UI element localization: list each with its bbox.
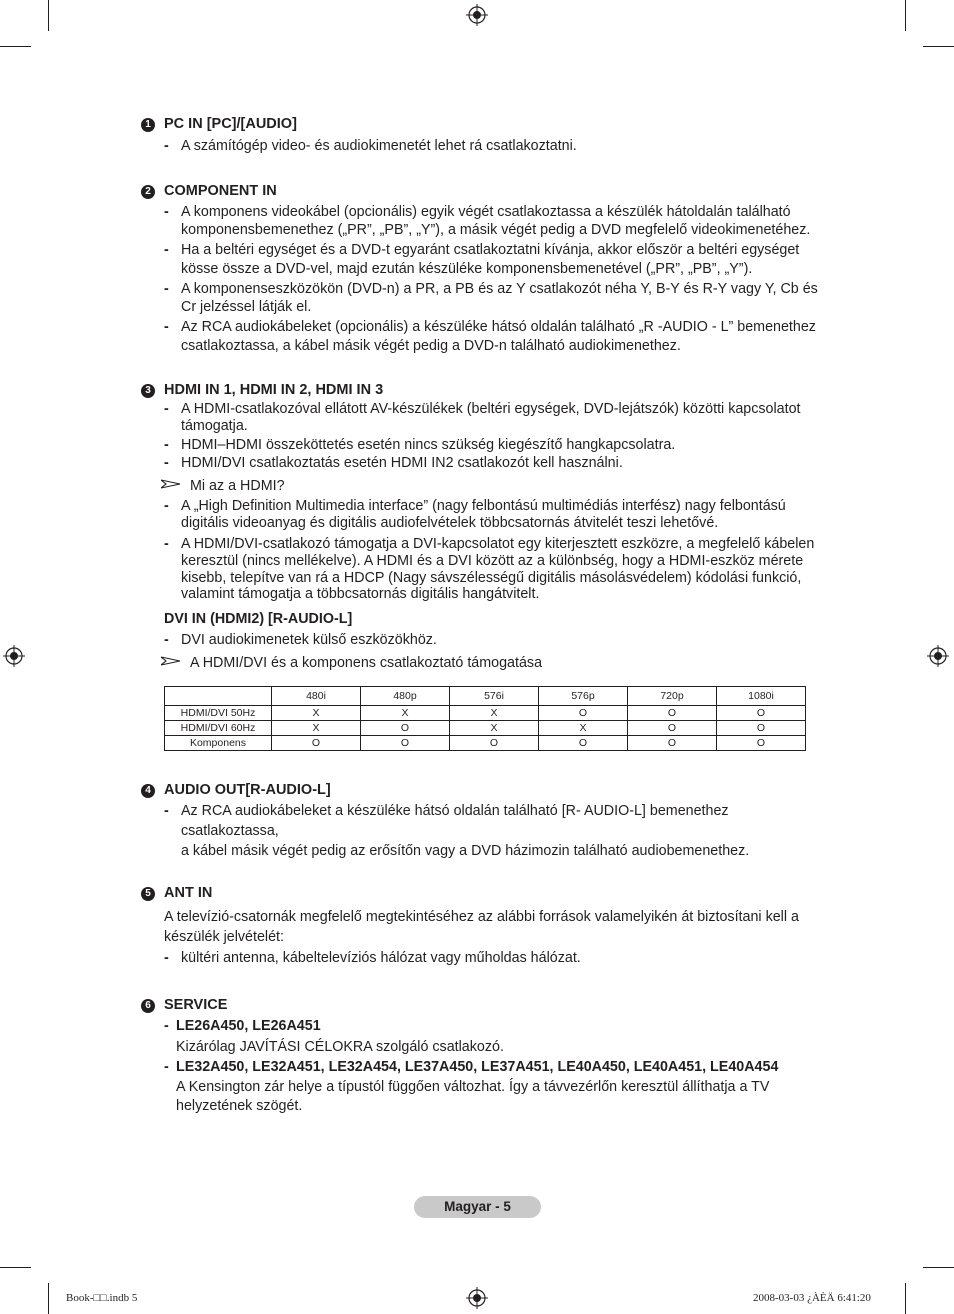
- body-text: Ha a beltéri egységet és a DVD-t egyaránt csatlakoztatni kívánja, akkor először a beltéri egységet: [181, 242, 800, 258]
- bullet-dash: -: [164, 281, 169, 297]
- table-cell: O: [450, 736, 539, 751]
- table-cell: O: [717, 721, 806, 736]
- sub-heading: DVI IN (HDMI2) [R-AUDIO-L]: [164, 611, 353, 627]
- body-text: készülék jelvételét:: [164, 929, 284, 945]
- section-number-icon: 6: [141, 999, 155, 1013]
- section-heading: [141, 782, 331, 798]
- print-slug-right: 2008-03-03 ¿ÀÈÄ 6:41:20: [753, 1292, 871, 1304]
- table-header-cell: 480i: [272, 687, 361, 706]
- bullet-dash: -: [164, 437, 169, 453]
- note-arrow-icon: [161, 479, 181, 489]
- body-text: DVI audiokimenetek külső eszközökhöz.: [181, 632, 437, 648]
- section-heading: [141, 885, 212, 901]
- note-text: A HDMI/DVI és a komponens csatlakoztató támogatása: [190, 655, 543, 671]
- bullet-dash: -: [164, 1018, 169, 1034]
- section-heading: [141, 183, 277, 199]
- registration-mark-icon: [466, 1287, 488, 1309]
- table-cell: O: [361, 736, 450, 751]
- body-text: Cr jelzéssel látják el.: [181, 299, 312, 315]
- crop-mark: [905, 1283, 906, 1314]
- section-number-icon: 4: [141, 784, 155, 798]
- body-text: HDMI–HDMI összeköttetés esetén nincs szükség kiegészítő hangkapcsolatra.: [181, 437, 676, 453]
- section-heading: [141, 116, 297, 132]
- section-title: ANT IN: [164, 885, 213, 901]
- body-text: A HDMI/DVI-csatlakozó támogatja a DVI-kapcsolatot egy kiterjesztett eszközre, a megfelelő kábelen: [181, 536, 815, 552]
- table-header-cell: [165, 687, 272, 706]
- bullet-dash: -: [164, 950, 169, 966]
- table-cell: O: [717, 736, 806, 751]
- section-heading: [141, 382, 383, 398]
- table-cell: O: [628, 736, 717, 751]
- bullet-dash: -: [164, 455, 169, 471]
- body-text: helyzetének szögét.: [176, 1098, 303, 1114]
- table-header-row: [165, 687, 806, 706]
- section-title: AUDIO OUT[R-AUDIO-L]: [164, 782, 331, 798]
- table-cell: X: [539, 721, 628, 736]
- body-text: A komponens videokábel (opcionális) egyik végét csatlakoztassa a készülék hátoldalán található: [181, 204, 791, 220]
- body-text: Kizárólag JAVÍTÁSI CÉLOKRA szolgáló csatlakozó.: [176, 1039, 504, 1055]
- body-text: A HDMI-csatlakozóval ellátott AV-készülékek (beltéri egységek, DVD-lejátszók) közötti kapcsolatot: [181, 401, 801, 417]
- body-text: A Kensington zár helye a típustól függően változhat. Így a távvezérlőn keresztül állíthatja a TV: [176, 1079, 770, 1095]
- table-row: [165, 736, 806, 751]
- body-text: kisebb, telepítve van rá a HDCP (Nagy sávszélességű digitális másolásvédelem) kódolási funkció,: [181, 570, 802, 586]
- body-text: HDMI/DVI csatlakoztatás esetén HDMI IN2 csatlakozót kell használni.: [181, 455, 623, 471]
- table-row: [165, 721, 806, 736]
- body-text: A számítógép video- és audiokimenetét lehet rá csatlakoztatni.: [181, 138, 577, 154]
- table-row: [165, 706, 806, 721]
- table-cell: X: [450, 706, 539, 721]
- compatibility-table: [164, 686, 806, 751]
- table-cell: X: [361, 706, 450, 721]
- bullet-dash: -: [164, 242, 169, 258]
- table-cell: O: [272, 736, 361, 751]
- table-cell: O: [361, 721, 450, 736]
- table-cell: X: [272, 706, 361, 721]
- body-text: csatlakoztassa,: [181, 823, 279, 839]
- page-number-badge: Magyar - 5: [414, 1196, 541, 1218]
- bullet-dash: -: [164, 632, 169, 648]
- table-cell: O: [539, 706, 628, 721]
- crop-mark: [923, 46, 954, 47]
- crop-mark: [48, 0, 49, 31]
- section-number-icon: 2: [141, 185, 155, 199]
- crop-mark: [923, 1267, 954, 1268]
- section-title: SERVICE: [164, 997, 228, 1013]
- body-text: támogatja.: [181, 418, 248, 434]
- bullet-dash: -: [164, 498, 169, 514]
- table-cell: X: [450, 721, 539, 736]
- table-header-cell: 1080i: [717, 687, 806, 706]
- section-title: HDMI IN 1, HDMI IN 2, HDMI IN 3: [164, 382, 384, 398]
- table-cell: Komponens: [165, 736, 272, 751]
- bullet-dash: -: [164, 536, 169, 552]
- registration-mark-icon: [927, 645, 949, 667]
- bullet-dash: -: [164, 319, 169, 335]
- crop-mark: [48, 1283, 49, 1314]
- note-arrow-icon: [161, 656, 181, 666]
- body-text: digitális videoanyag és digitális audiofelvételek többcsatornás átvitelét teszi lehetővé.: [181, 515, 719, 531]
- table-cell: X: [272, 721, 361, 736]
- section-heading: [141, 997, 227, 1013]
- bullet-dash: -: [164, 138, 169, 154]
- table-cell: O: [539, 736, 628, 751]
- bullet-dash: -: [164, 1059, 169, 1075]
- body-text: kösse össze a DVD-vel, majd ezután készüléke komponensbemenetével („PR”, „PB”, „Y”).: [181, 261, 753, 277]
- body-text: keresztül (nincs mellékelve). A HDMI és a DVI között az a különbség, hogy a HDMI-eszköz mérete: [181, 553, 804, 569]
- table-header-cell: 480p: [361, 687, 450, 706]
- crop-mark: [0, 46, 31, 47]
- table-cell: O: [717, 706, 806, 721]
- body-text: valamint támogatja a többcsatornás digitális hangátvitelt.: [181, 586, 540, 602]
- crop-mark: [905, 0, 906, 31]
- table-cell: O: [628, 706, 717, 721]
- crop-mark: [0, 1267, 31, 1268]
- table-cell: O: [628, 721, 717, 736]
- body-text: a kábel másik végét pedig az erősítőn vagy a DVD házimozin található audiobemenethez.: [181, 843, 750, 859]
- bullet-dash: -: [164, 803, 169, 819]
- body-text: Az RCA audiokábeleket (opcionális) a készüléke hátsó oldalán található „R -AUDIO - L” bemenethez: [181, 319, 816, 335]
- table-header-cell: 720p: [628, 687, 717, 706]
- section-title: PC IN [PC]/[AUDIO]: [164, 116, 297, 132]
- body-text: A komponenseszközökön (DVD-n) a PR, a PB és az Y csatlakozót néha Y, B-Y és R-Y vagy Y, Cb és: [181, 281, 818, 297]
- bullet-dash: -: [164, 401, 169, 417]
- note-text: Mi az a HDMI?: [190, 478, 285, 494]
- print-slug-left: Book-□□.indb 5: [66, 1292, 138, 1304]
- body-text: csatlakoztassa, a kábel másik végét pedig a DVD-n található audiokimenethez.: [181, 338, 681, 354]
- body-text: kültéri antenna, kábeltelevíziós hálózat vagy műholdas hálózat.: [181, 950, 581, 966]
- table-cell: HDMI/DVI 60Hz: [165, 721, 272, 736]
- body-text: Az RCA audiokábeleket a készüléke hátsó oldalán található [R- AUDIO-L] bemenethez: [181, 803, 729, 819]
- section-number-icon: 3: [141, 384, 155, 398]
- registration-mark-icon: [3, 645, 25, 667]
- table-cell: HDMI/DVI 50Hz: [165, 706, 272, 721]
- table-header-cell: 576i: [450, 687, 539, 706]
- body-text: A televízió-csatornák megfelelő megtekintéséhez az alábbi források valamelyikén át biztosítani kell a: [164, 909, 799, 925]
- table-header-cell: 576p: [539, 687, 628, 706]
- registration-mark-icon: [466, 4, 488, 26]
- section-number-icon: 1: [141, 118, 155, 132]
- section-number-icon: 5: [141, 887, 155, 901]
- body-text: komponensbemenethez („PR”, „PB”, „Y”), a másik végét pedig a DVD megfelelő videokimenetéhez.: [181, 222, 811, 238]
- body-text: A „High Definition Multimedia interface” (nagy felbontású multimédiás interfész) nagy felbontású: [181, 498, 786, 514]
- bullet-dash: -: [164, 204, 169, 220]
- model-list: LE26A450, LE26A451: [176, 1018, 321, 1034]
- section-title: COMPONENT IN: [164, 183, 277, 199]
- model-list: LE32A450, LE32A451, LE32A454, LE37A450, LE37A451, LE40A450, LE40A451, LE40A454: [176, 1059, 779, 1075]
